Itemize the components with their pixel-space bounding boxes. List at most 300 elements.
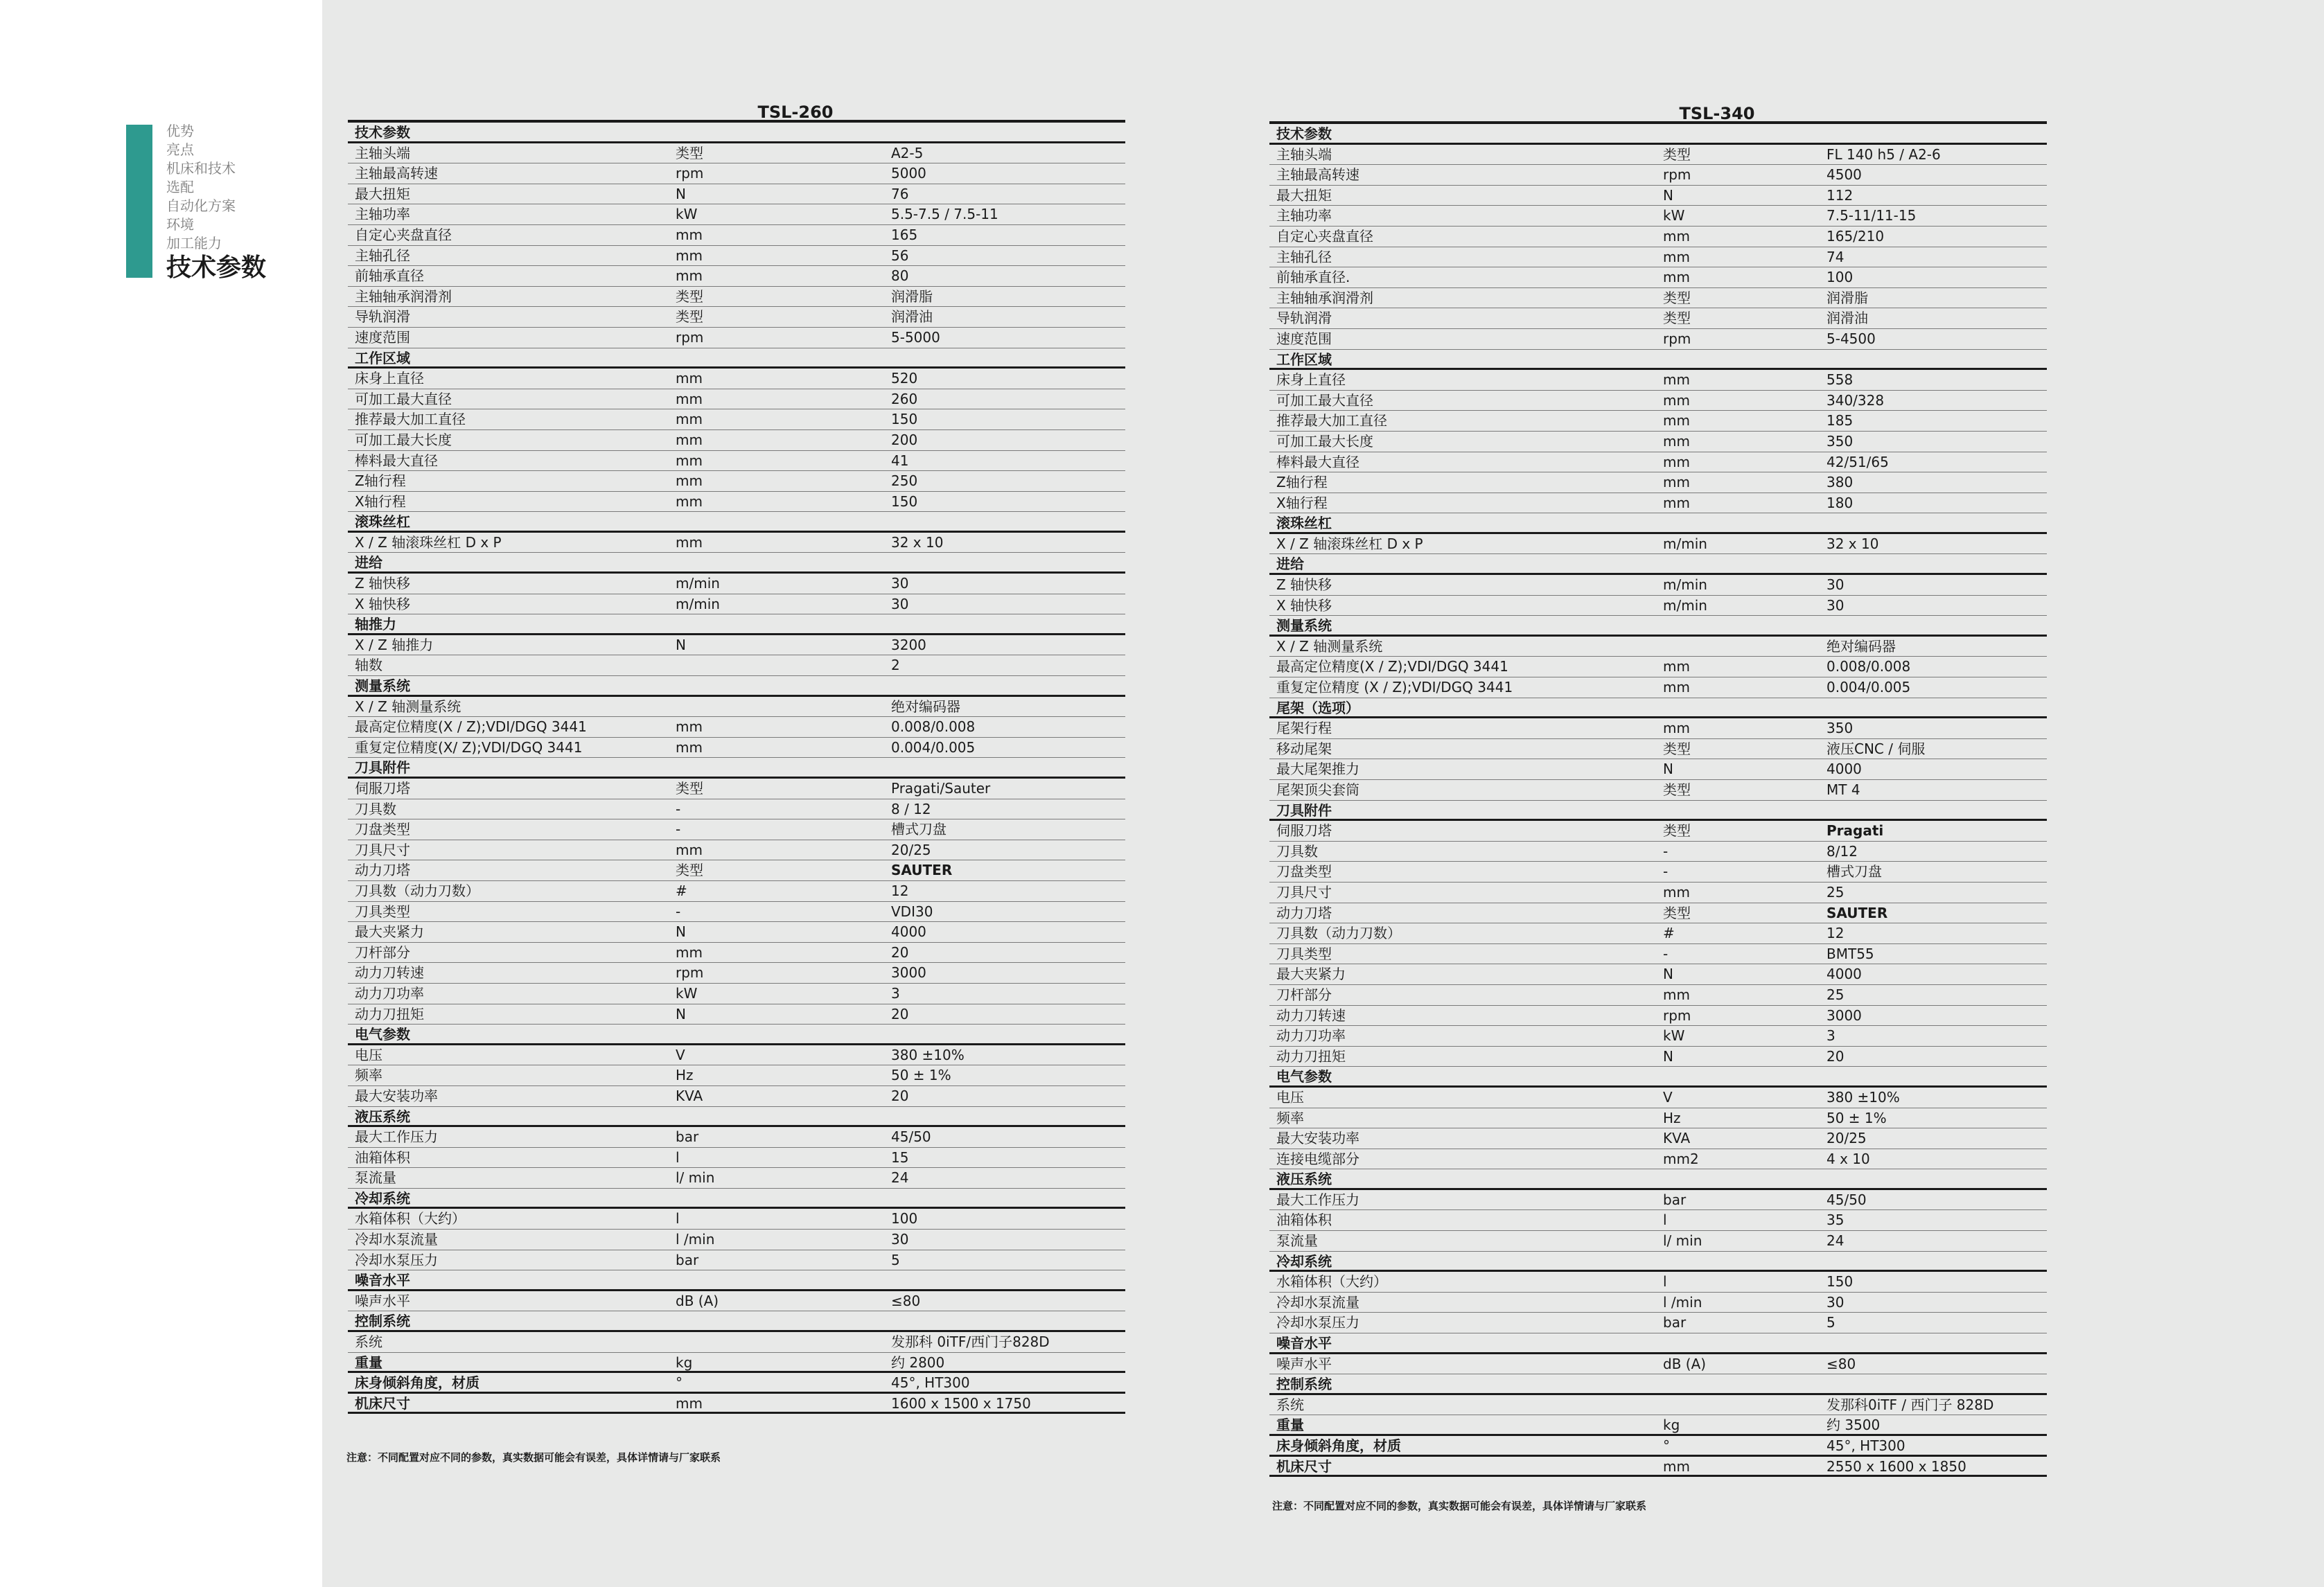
param-name: 冷却水泵流量 [1276,1293,1359,1311]
table-row [1269,391,2047,411]
param-value: 150 [891,411,918,428]
param-name: 水箱体积（大约） [1276,1273,1387,1291]
section-title: 轴推力 [355,616,396,633]
param-unit: N [1663,186,1673,204]
table-title: TSL-340 [1269,103,2047,124]
param-name: 主轴头端 [355,144,410,161]
param-name: 刀具数 [355,800,396,817]
table-row [348,533,1125,553]
table-row [348,635,1125,656]
param-value: 50 ± 1% [891,1067,951,1084]
table-row [1269,1231,2047,1252]
table-row [1269,1210,2047,1231]
param-value: 5.5-7.5 / 7.5-11 [891,206,998,223]
table-row [1269,759,2047,780]
table-row [348,943,1125,964]
param-unit: mm [1663,453,1690,470]
table-row [348,1045,1125,1066]
param-name: Z轴行程 [1276,474,1328,491]
table-row [348,902,1125,923]
param-unit: mm [676,943,703,961]
param-name: 刀杆部分 [1276,986,1332,1003]
table-row [1269,411,2047,432]
param-name: 电压 [355,1046,382,1063]
param-name: 动力刀塔 [1276,904,1332,921]
table-row [1269,903,2047,924]
section-title: 工作区域 [1276,351,1332,368]
param-name: 频率 [355,1067,382,1084]
param-value: ≤80 [891,1292,921,1309]
table-row [1269,821,2047,842]
section-title: 控制系统 [355,1313,410,1330]
param-name: 轴数 [355,657,382,674]
param-unit: l [1663,1273,1667,1291]
param-unit: mm [1663,883,1690,901]
param-name: 刀盘类型 [1276,863,1332,880]
param-unit: N [676,185,686,202]
section-title: 工作区域 [355,349,410,366]
nav-item-options[interactable]: 选配 [166,179,194,195]
param-name: 自定心夹盘直径 [355,226,452,243]
table-row [348,840,1125,861]
param-unit: 类型 [676,144,703,161]
param-unit: m/min [676,575,720,592]
param-value: 槽式刀盘 [1826,863,1882,880]
section-title: 测量系统 [1276,617,1332,635]
param-unit: kW [676,984,698,1002]
param-value: 30 [891,595,909,612]
param-value: 2550 x 1600 x 1850 [1826,1457,1966,1475]
param-name: X / Z 轴测量系统 [1276,637,1383,655]
table-row [1269,165,2047,186]
param-unit: N [676,1005,686,1022]
param-value: 3 [1826,1027,1836,1045]
param-unit: 类型 [1663,740,1691,757]
table-row [1269,1047,2047,1067]
table-row [1269,206,2047,227]
param-name: 重复定位精度 (X / Z);VDI/DGQ 3441 [1276,679,1513,696]
table-row [348,1332,1125,1353]
param-value: 350 [1826,432,1854,450]
param-unit: mm [676,431,703,448]
param-value: 520 [891,370,918,387]
section-title: 刀具附件 [1276,801,1332,819]
table-row [348,287,1125,308]
param-unit: l [676,1210,680,1227]
param-value: 41 [891,452,909,469]
param-name: 可加工最大直径 [1276,391,1373,409]
param-value: 380 [1826,474,1854,491]
section-header [1269,1169,2047,1190]
param-unit: 类型 [1663,781,1691,798]
table-row [1269,1457,2047,1478]
param-value: 5000 [891,165,926,182]
param-unit: mm [676,493,703,510]
param-value: 4 x 10 [1826,1150,1870,1167]
param-unit: kW [1663,207,1685,224]
param-name: 重复定位精度(X/ Z);VDI/DGQ 3441 [355,738,583,756]
param-value: 4000 [1826,966,1862,983]
table-row [1269,1354,2047,1375]
section-header [348,348,1125,369]
table-row [1269,657,2047,677]
section-header [348,614,1125,635]
param-unit: mm [1663,474,1690,491]
table-row [1269,329,2047,350]
section-header [1269,1252,2047,1273]
param-unit: mm [1663,494,1690,511]
table-row [348,246,1125,267]
param-name: 最大工作压力 [355,1128,438,1146]
param-value: Pragati [1826,822,1884,840]
param-value: 0.008/0.008 [891,718,976,736]
param-name: 棒料最大直径 [355,452,438,469]
param-value: 3000 [1826,1007,1862,1024]
section-title: 滚珠丝杠 [355,513,410,531]
param-value: 约 3500 [1826,1417,1881,1434]
param-value: 绝对编码器 [1826,637,1896,655]
param-value: 100 [891,1210,918,1227]
param-value: 槽式刀盘 [891,821,947,838]
table-row [348,1086,1125,1107]
param-unit: mm [676,841,703,858]
param-name: 尾架顶尖套筒 [1276,781,1359,798]
table-row [1269,637,2047,657]
param-value: 32 x 10 [891,533,944,551]
param-unit: rpm [676,165,704,182]
table-row [1269,247,2047,268]
param-unit: Hz [1663,1109,1681,1126]
param-name: 最大安装功率 [355,1087,438,1104]
param-unit: mm [676,533,703,551]
table-row [348,492,1125,513]
param-name: X / Z 轴推力 [355,636,434,653]
param-name: 推荐最大加工直径 [1276,412,1387,429]
param-unit: mm [1663,432,1690,450]
section-title: 滚珠丝杠 [1276,515,1332,532]
param-name: 移动尾架 [1276,740,1332,757]
table-row [1269,1313,2047,1333]
table-row [1269,1108,2047,1129]
section-header [348,758,1125,779]
param-name: X 轴快移 [355,595,411,612]
section-title: 噪音水平 [1276,1335,1332,1352]
table-row [1269,493,2047,514]
param-value: Pragati/Sauter [891,780,991,797]
param-value: 8 / 12 [891,800,931,817]
param-unit: 类型 [1663,289,1691,306]
param-value: 润滑脂 [891,287,933,305]
param-value: 350 [1826,720,1854,737]
param-name: 动力刀扭矩 [1276,1047,1346,1065]
param-name: 最高定位精度(X / Z);VDI/DGQ 3441 [355,718,587,736]
table-row [1269,944,2047,965]
param-name: 床身上直径 [355,370,424,387]
table-row [1269,677,2047,698]
section-header [1269,1067,2047,1088]
param-unit: mm2 [1663,1150,1699,1167]
param-value: 45°, HT300 [1826,1437,1905,1454]
param-unit: l/ min [676,1169,715,1187]
param-name: X / Z 轴滚珠丝杠 D x P [1276,535,1423,552]
param-name: 最大工作压力 [1276,1191,1359,1208]
table-row [348,328,1125,348]
param-unit: 类型 [1663,822,1691,840]
param-value: 150 [891,493,918,510]
section-header [1269,1333,2047,1354]
param-value: 35 [1826,1212,1845,1229]
table-row [1269,1088,2047,1108]
param-name: 导轨润滑 [355,308,410,326]
nav-item-advantages[interactable]: 优势 [166,123,194,139]
param-name: 床身倾斜角度，材质 [355,1374,479,1392]
param-unit: N [676,923,686,941]
table-row [1269,227,2047,247]
section-title: 测量系统 [355,677,410,695]
nav-item-machine-tech[interactable]: 机床和技术 [166,160,236,177]
param-value: ≤80 [1826,1355,1856,1372]
table-row [348,409,1125,430]
nav-item-automation[interactable]: 自动化方案 [166,197,236,214]
table-row [1269,883,2047,903]
table-row [1269,575,2047,596]
table-row [1269,308,2047,329]
table-row [1269,534,2047,555]
param-name: 系统 [1276,1396,1304,1413]
param-name: X轴行程 [1276,494,1328,511]
table-row [1269,452,2047,473]
table-row [348,860,1125,881]
param-value: 558 [1826,371,1854,389]
param-name: 电压 [1276,1088,1304,1106]
param-value: 380 ±10% [1826,1088,1900,1106]
table-row [1269,186,2047,206]
table-row [348,204,1125,225]
param-name: 可加工最大直径 [355,390,452,407]
param-unit: # [676,882,687,899]
param-value: 250 [891,472,918,490]
section-header [1269,124,2047,145]
section-title: 液压系统 [1276,1171,1332,1188]
param-unit: mm [676,718,703,736]
table-row [1269,432,2047,452]
param-name: 最大安装功率 [1276,1130,1359,1147]
param-unit: mm [1663,679,1690,696]
param-unit: m/min [1663,576,1707,594]
param-value: 32 x 10 [1826,535,1879,552]
table-row [348,881,1125,902]
param-unit: Hz [676,1067,694,1084]
param-name: 速度范围 [1276,330,1332,347]
nav-item-tech-params-active[interactable]: 技术参数 [166,254,267,282]
param-unit: V [1663,1088,1673,1106]
param-value: 12 [891,882,909,899]
param-name: 系统 [355,1333,382,1351]
param-unit: - [1663,863,1669,880]
param-name: 噪声水平 [1276,1355,1332,1372]
param-name: 尾架行程 [1276,720,1332,737]
param-name: X轴行程 [355,493,406,510]
section-title: 冷却系统 [355,1189,410,1207]
section-header [1269,698,2047,719]
nav-item-environment[interactable]: 环境 [166,216,194,233]
param-value: 20 [1826,1047,1845,1065]
param-value: 25 [1826,986,1845,1003]
param-name: 频率 [1276,1109,1304,1126]
param-unit: KVA [1663,1130,1691,1147]
section-header [348,1270,1125,1291]
table-title: TSL-260 [348,102,1125,123]
param-unit: - [1663,842,1669,860]
param-name: 冷却水泵压力 [355,1251,438,1268]
param-name: 刀具尺寸 [1276,883,1332,901]
table-row [1269,862,2047,883]
param-name: 主轴功率 [355,206,410,223]
param-unit: bar [1663,1314,1687,1331]
param-name: 动力刀功率 [355,984,424,1002]
param-value: BMT55 [1826,945,1874,962]
param-value: 45/50 [891,1128,931,1146]
param-name: 最大扭矩 [1276,186,1332,204]
param-value: 150 [1826,1273,1854,1291]
table-row [348,819,1125,840]
nav-item-highlights[interactable]: 亮点 [166,141,194,158]
param-value: 185 [1826,412,1854,429]
param-name: 最大扭矩 [355,185,410,202]
param-name: Z轴行程 [355,472,406,490]
param-name: 棒料最大直径 [1276,453,1359,470]
section-header [348,1189,1125,1209]
param-value: 45°, HT300 [891,1374,970,1392]
param-unit: rpm [1663,330,1691,347]
section-header [1269,513,2047,534]
param-name: 冷却水泵流量 [355,1231,438,1248]
param-unit: mm [676,738,703,756]
param-value: 45/50 [1826,1191,1867,1208]
param-value: 4500 [1826,166,1862,184]
param-value: 15 [891,1149,909,1166]
param-unit: mm [676,226,703,243]
param-value: 发那科0iTF / 西门子 828D [1826,1396,1994,1413]
table-row [348,717,1125,738]
param-value: 3200 [891,636,926,653]
param-name: 主轴孔径 [355,247,410,264]
param-value: 0.004/0.005 [891,738,976,756]
table-row [348,1353,1125,1374]
table-row [1269,1006,2047,1027]
section-header [1269,801,2047,822]
param-value: 5-4500 [1826,330,1876,347]
param-name: 动力刀转速 [1276,1007,1346,1024]
table-row [1269,1436,2047,1457]
param-name: 冷却水泵压力 [1276,1314,1359,1331]
param-unit: mm [1663,269,1690,286]
param-value: 1600 x 1500 x 1750 [891,1394,1031,1412]
param-unit: rpm [676,328,704,346]
table-row [1269,1395,2047,1416]
param-unit: l [1663,1212,1667,1229]
param-value: 42/51/65 [1826,453,1889,470]
param-value: 20 [891,1087,909,1104]
param-name: 最大夹紧力 [1276,966,1346,983]
param-value: 24 [1826,1232,1845,1250]
param-value: SAUTER [891,862,953,879]
table-row [1269,739,2047,760]
table-row [1269,1128,2047,1149]
table-row [348,471,1125,492]
table-row [348,143,1125,164]
param-unit: mm [1663,986,1690,1003]
section-title: 电气参数 [1276,1068,1332,1085]
param-name: Z 轴快移 [355,575,411,592]
param-value: 5 [891,1251,900,1268]
param-unit: - [676,821,681,838]
param-unit: bar [1663,1191,1687,1208]
table-row [1269,985,2047,1006]
param-name: 刀具数（动力刀数） [355,882,479,899]
param-name: 导轨润滑 [1276,310,1332,327]
section-header [348,553,1125,574]
param-name: X / Z 轴滚珠丝杠 D x P [355,533,502,551]
param-unit: rpm [1663,1007,1691,1024]
param-value: 30 [891,575,909,592]
param-name: 可加工最大长度 [355,431,452,448]
table-row [348,1230,1125,1250]
param-value: 0.008/0.008 [1826,658,1911,675]
param-name: 主轴最高转速 [1276,166,1359,184]
table-row [1269,1272,2047,1293]
param-value: 4000 [891,923,926,941]
param-unit: mm [676,452,703,469]
param-value: 12 [1826,925,1845,942]
section-header [1269,350,2047,371]
param-name: 动力刀功率 [1276,1027,1346,1045]
section-navigation [166,122,266,283]
table-row [348,1168,1125,1189]
table-row [348,389,1125,410]
footnote: 注意：不同配置对应不同的参数，真实数据可能会有误差，具体详情请与厂家联系 [346,1451,721,1464]
table-row [1269,145,2047,166]
param-name: 床身上直径 [1276,371,1346,389]
param-unit: N [1663,966,1673,983]
param-value: 4000 [1826,761,1862,778]
param-name: 最大尾架推力 [1276,761,1359,778]
table-row [348,1394,1125,1415]
param-unit: kW [676,206,698,223]
param-unit: l /min [1663,1293,1702,1311]
param-name: 伺服刀塔 [355,780,410,797]
param-name: 主轴功率 [1276,207,1332,224]
param-name: 机床尺寸 [1276,1457,1332,1475]
param-unit: 类型 [676,287,703,305]
param-unit: m/min [676,595,720,612]
table-row [348,697,1125,718]
param-value: FL 140 h5 / A2-6 [1826,145,1941,163]
param-name: 刀具类型 [355,903,410,920]
param-unit: V [676,1046,685,1063]
param-name: 噪声水平 [355,1292,410,1309]
nav-item-capability[interactable]: 加工能力 [166,235,222,251]
param-value: 绝对编码器 [891,698,960,715]
param-unit: l /min [676,1231,715,1248]
table-row [348,1209,1125,1230]
param-unit: N [1663,1047,1673,1065]
param-value: VDI30 [891,903,933,920]
param-name: 刀具尺寸 [355,841,410,858]
table-row [348,1004,1125,1025]
param-value: 润滑油 [1826,310,1868,327]
param-unit: mm [676,390,703,407]
